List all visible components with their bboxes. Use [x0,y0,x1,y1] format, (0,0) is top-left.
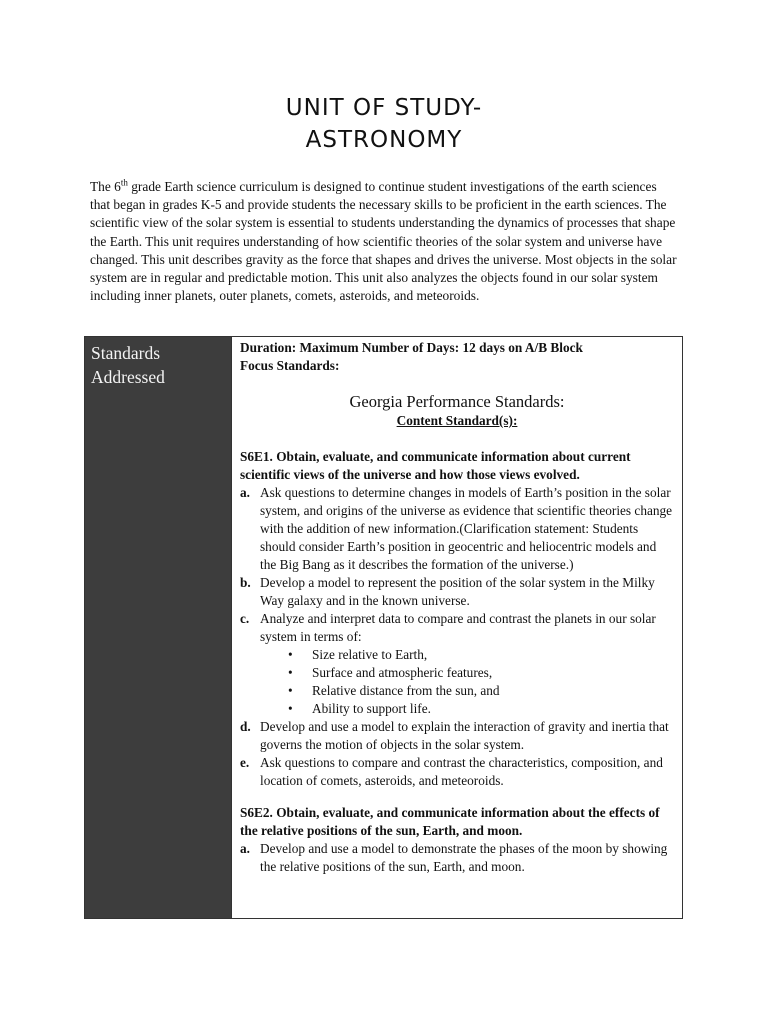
bullet-icon: • [288,683,293,698]
intro-sup: th [120,177,128,188]
bullet-icon: • [288,665,293,680]
bullet-icon: • [288,647,293,662]
item-marker: b. [240,575,251,590]
bullet-item [288,646,674,664]
bullet-text: Relative distance from the sun, and [312,683,500,698]
item-text: Develop a model to represent the position of the solar system in the Milky Way galaxy and in the known universe. [260,575,655,608]
list-item [240,718,674,754]
standards-content-cell [231,337,682,918]
duration-text: Duration: Maximum Number of Days: 12 days on A/B Block [240,340,583,355]
intro-post: grade Earth science curriculum is designed to continue student investigations of the earth sciences that began in grades K-5 and provide students the necessary skills to be proficient in the earth sciences. The scientific view of the solar system is essential to students understanding the dynamics of processes that shape the Earth. This unit requires understanding of how scientific theories of the solar system and universe have changed. This unit describes gravity as the force that shapes and drives the universe. Most objects in the solar system are in regular and predictable motion. This unit also analyzes the objects found in our solar system including inner planets, outer planets, comets, asteroids, and meteoroids. [90,179,677,304]
standards-addressed-cell [85,337,231,918]
item-marker: a. [240,841,250,856]
bullet-item [288,700,674,718]
list-item [240,610,674,718]
focus-standards-label: Focus Standards: [240,358,340,373]
item-marker: a. [240,485,250,500]
content-standards-title: Content Standard(s): [396,413,518,428]
bullet-text: Size relative to Earth, [312,647,428,662]
item-text: Ask questions to determine changes in models of Earth’s position in the solar system, and origins of the universe as evidence that scientific theories change with the addition of new information.(Clarification statement: Students should consider Earth’s position in geocentric and heliocentric models and the Big Bang as it describes the formation of the universe.) [260,485,673,572]
bullet-item [288,682,674,700]
standards-table [84,336,683,919]
bullet-item [288,664,674,682]
intro-pre: The 6 [90,179,121,194]
bullet-text: Surface and atmospheric features, [312,665,493,680]
item-marker: e. [240,755,250,770]
s6e1-heading: S6E1. Obtain, evaluate, and communicate information about current scientific views of the universe and how those views evolved. [240,449,631,482]
list-item [240,484,674,574]
item-marker: c. [240,611,250,626]
title-line-2: ASTRONOMY [305,127,463,153]
s6e2-heading: S6E2. Obtain, evaluate, and communicate information about the effects of the relative positions of the sun, Earth, and moon. [240,805,660,838]
item-text: Develop and use a model to demonstrate the phases of the moon by showing the relative positions of the sun, Earth, and moon. [260,841,668,874]
side-label-line-1: Standards [91,343,161,363]
bullet-text: Ability to support life. [312,701,431,716]
item-marker: d. [240,719,251,734]
list-item [240,574,674,610]
planet-criteria-list [260,646,674,718]
s6e2-list [240,840,674,876]
side-label-line-2: Addressed [91,367,165,387]
item-text-c: Analyze and interpret data to compare and contrast the planets in our solar system in terms of: [260,611,656,644]
list-item [240,754,674,790]
bullet-icon: • [288,701,293,716]
list-item [240,840,674,876]
item-text: Develop and use a model to explain the interaction of gravity and inertia that governs the motion of objects in the solar system. [260,719,669,752]
gps-title: Georgia Performance Standards: [349,392,565,411]
item-text: Ask questions to compare and contrast the characteristics, composition, and location of comets, asteroids, and meteoroids. [260,755,663,788]
intro-paragraph [90,178,680,305]
page-title [0,92,768,156]
title-line-1: UNIT OF STUDY- [285,95,483,121]
item-text [260,610,674,718]
s6e1-list [240,484,674,790]
